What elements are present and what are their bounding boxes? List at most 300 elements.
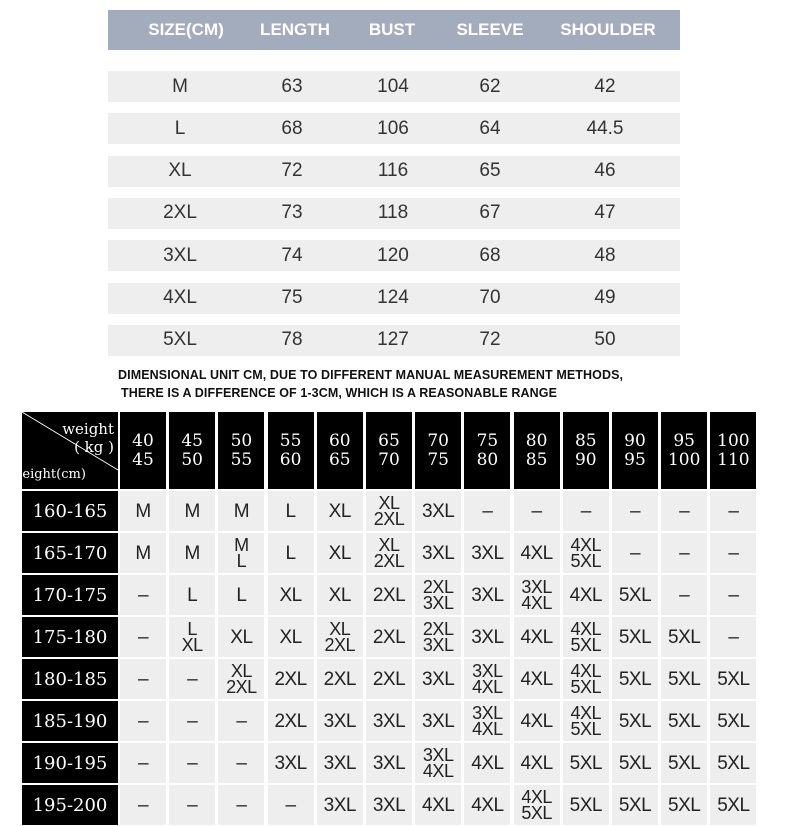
height-range-label: 195-200 [22,785,118,825]
size-value: 5XL [570,551,602,571]
size-recommendation-cell [464,491,510,531]
size-recommendation-cell [218,617,264,657]
size-value: 4XL [520,626,553,648]
size-value: 5XL [668,752,701,774]
size-value: – [728,584,739,606]
size-value: – [728,500,739,522]
size-recommendation-cell [563,491,609,531]
size-value: 5XL [618,626,652,648]
size-value: 3XL [422,542,455,564]
size-cell: 63 [281,75,303,97]
size-value: 3XL [422,593,454,613]
weight-range-max: 100 [667,449,701,470]
size-recommendation-cell [415,743,461,783]
size-recommendation-cell [415,533,461,573]
size-value: 3XL [422,710,455,732]
size-cell: 42 [594,75,616,97]
size-recommendation-cell [612,491,658,531]
height-range-label: 175-180 [22,617,118,657]
size-value: 3XL [471,626,504,648]
header-bust: BUST [368,20,416,39]
size-value: 5XL [717,752,750,774]
size-value: 4XL [472,677,503,697]
size-recommendation-cell [514,659,560,699]
size-cell: 68 [479,244,501,266]
size-cell: 65 [479,160,501,182]
size-value: 4XL [422,794,455,816]
size-recommendation-cell [661,701,707,741]
size-recommendation-cell [169,617,215,657]
size-cell: 75 [281,287,303,308]
size-recommendation-cell [612,701,658,741]
size-cell: L [174,117,186,139]
size-value: L [285,542,296,564]
size-value: 3XL [521,577,552,597]
size-recommendation-cell [563,575,609,615]
weight-range-header [514,412,560,489]
size-table-header [108,10,680,50]
size-recommendation-cell [268,575,314,615]
size-value: 2XL [372,626,406,648]
size-recommendation-cell [317,533,363,573]
size-recommendation-cell [514,743,560,783]
header-length: LENGTH [260,20,330,39]
size-value: – [236,752,247,774]
size-value: 4XL [570,619,602,639]
weight-range-min: 40 [132,430,154,451]
size-recommendation-cell [464,617,510,657]
weight-range-max: 70 [378,449,400,470]
size-value: XL [279,584,302,606]
size-value: 5XL [618,584,652,606]
size-value: – [137,584,149,606]
weight-range-max: 85 [525,449,548,470]
size-recommendation-cell [612,785,658,825]
weight-height-size-table [14,412,760,824]
size-row [108,325,680,356]
size-recommendation-cell [612,617,658,657]
size-cell: 2XL [163,202,197,224]
size-value: M [233,500,250,522]
size-value: 5XL [570,635,602,655]
weight-range-header [169,412,215,489]
weight-range-max: 45 [132,449,154,470]
size-value: – [137,626,149,648]
size-recommendation-cell [661,743,707,783]
size-cell: M [172,75,188,97]
weight-range-header [415,412,461,489]
size-value: – [679,584,690,606]
weight-range-min: 55 [279,430,302,451]
size-recommendation-cell [514,533,560,573]
size-cell: 106 [377,117,409,139]
size-row [108,156,680,187]
weight-range-min: 65 [378,430,400,451]
size-recommendation-cell [612,659,658,699]
weight-range-header [710,412,756,489]
size-value: 5XL [570,719,602,739]
size-row [108,198,680,229]
size-value: – [137,794,149,816]
size-recommendation-cell [415,575,461,615]
size-recommendation-cell [710,491,756,531]
corner-weight-label: weight [62,420,114,438]
size-cell: 3XL [163,244,197,266]
size-cell: 46 [594,160,616,182]
size-recommendation-cell [268,491,314,531]
size-value: M [184,542,200,564]
size-recommendation-cell [366,785,412,825]
weight-range-min: 50 [230,430,253,451]
size-cell: 44.5 [586,117,624,139]
size-recommendation-cell [710,575,756,615]
size-recommendation-cell [218,743,264,783]
weight-range-max: 90 [574,449,597,470]
weight-range-header [612,412,658,489]
size-recommendation-cell [514,617,560,657]
weight-range-min: 90 [624,430,646,451]
size-recommendation-cell [169,533,215,573]
size-recommendation-cell [415,785,461,825]
size-recommendation-cell [415,617,461,657]
size-recommendation-cell [710,701,756,741]
size-recommendation-cell [218,575,264,615]
corner-header [14,412,118,489]
size-cell: 127 [377,329,409,351]
size-recommendation-cell [710,743,756,783]
size-value: 4XL [521,787,552,807]
size-value: – [137,710,149,732]
size-recommendation-cell [120,785,166,825]
size-recommendation-cell [464,575,510,615]
weight-range-header [464,412,510,489]
size-value: – [679,542,690,564]
size-recommendation-cell [317,743,363,783]
size-cell: 120 [377,244,409,266]
size-value: 4XL [422,761,454,781]
size-cell: 74 [281,244,303,266]
size-recommendation-cell [218,785,264,825]
size-row [108,113,680,144]
size-value: 3XL [472,703,503,723]
size-cell: 67 [479,202,501,224]
size-cell: 5XL [163,329,197,351]
weight-range-min: 95 [673,430,695,451]
size-value: – [187,752,198,774]
size-value: – [728,542,739,564]
size-value: 4XL [472,719,503,739]
size-value: 2XL [274,668,307,690]
size-value: 3XL [274,752,307,774]
size-cell: 73 [281,202,303,224]
size-cell: 116 [377,160,409,182]
size-value: 4XL [520,542,553,564]
size-value: 4XL [471,794,504,816]
size-value: 4XL [520,752,553,774]
size-cell: 4XL [163,287,197,308]
size-recommendation-cell [169,785,215,825]
weight-range-min: 80 [525,430,548,451]
size-recommendation-cell [710,533,756,573]
measurement-note-line1: DIMENSIONAL UNIT CM, DUE TO DIFFERENT MANUAL MEASUREMENT METHODS, [118,368,624,382]
weight-range-header [563,412,609,489]
size-recommendation-cell [366,533,412,573]
size-recommendation-cell [366,491,412,531]
size-value: – [236,794,247,816]
size-row [108,240,680,271]
corner-kg-label: ( kg ) [74,438,114,456]
size-value: 2XL [372,668,406,690]
height-range-label: 190-195 [22,743,118,783]
measurement-note-line2: THERE IS A DIFFERENCE OF 1-3CM, WHICH IS A REASONABLE RANGE [121,386,558,400]
size-value: 4XL [570,661,602,681]
height-range-label: 185-190 [22,701,118,741]
size-recommendation-cell [415,701,461,741]
size-value: XL [181,635,203,655]
size-recommendation-cell [169,575,215,615]
weight-range-header [366,412,412,489]
size-recommendation-cell [464,785,510,825]
header-sleeve: SLEEVE [456,20,524,39]
size-recommendation-cell [120,575,166,615]
size-value: 5XL [618,794,652,816]
size-recommendation-cell [563,743,609,783]
size-recommendation-cell [268,701,314,741]
size-value: – [187,794,198,816]
size-value: 5XL [618,710,652,732]
size-recommendation-cell [169,701,215,741]
size-cell: 64 [479,117,501,139]
size-recommendation-cell [120,617,166,657]
size-value: 4XL [521,593,552,613]
height-range-label: 180-185 [22,659,118,699]
size-value: 5XL [569,794,602,816]
size-value: 5XL [668,794,701,816]
size-cell: 49 [594,287,616,308]
size-value: 3XL [422,635,454,655]
size-value: – [679,500,690,522]
size-value: M [234,535,249,555]
size-value: 5XL [668,626,701,648]
size-value: XL [279,626,302,648]
height-range-label: 165-170 [22,533,118,573]
weight-range-header [120,412,166,489]
size-value: – [236,710,247,732]
header-shoulder: SHOULDER [560,20,656,39]
size-value: 2XL [274,710,307,732]
size-recommendation-cell [612,743,658,783]
size-recommendation-cell [366,617,412,657]
size-value: 3XL [422,668,455,690]
size-recommendation-cell [268,659,314,699]
size-recommendation-cell [120,701,166,741]
size-cell: 104 [377,75,409,97]
size-cell: XL [168,160,192,182]
size-recommendation-cell [710,785,756,825]
size-recommendation-cell [268,785,314,825]
size-value: 3XL [372,710,406,732]
size-value: 3XL [323,710,356,732]
size-recommendation-cell [366,575,412,615]
size-recommendation-cell [317,575,363,615]
size-value: L [187,584,198,606]
size-row [108,71,680,102]
size-value: 3XL [422,500,455,522]
size-cell: 48 [594,244,616,266]
height-range-label: 170-175 [22,575,118,615]
size-recommendation-cell [120,659,166,699]
size-value: 3XL [372,752,406,774]
size-value: 5XL [521,803,552,823]
size-recommendation-cell [661,617,707,657]
size-value: L [285,500,296,522]
size-value: 4XL [520,710,553,732]
weight-range-header [661,412,707,489]
size-value: 2XL [323,668,356,690]
size-value: XL [328,584,351,606]
size-value: – [285,794,296,816]
size-recommendation-cell [514,785,560,825]
weight-range-max: 55 [230,449,253,470]
size-value: XL [378,493,400,513]
size-value: XL [328,500,351,522]
size-value: – [531,500,542,522]
size-value: 4XL [471,752,504,774]
size-value: 3XL [323,794,356,816]
size-recommendation-cell [317,659,363,699]
size-value: 5XL [717,710,750,732]
size-value: 2XL [422,577,454,597]
weight-range-max: 110 [717,449,750,470]
size-cell: 62 [479,75,501,97]
weight-range-min: 45 [181,430,203,451]
size-recommendation-cell [120,743,166,783]
size-recommendation-cell [415,659,461,699]
weight-range-header [317,412,363,489]
size-recommendation-cell [317,785,363,825]
size-recommendation-cell [218,701,264,741]
size-value: 2XL [226,677,257,697]
size-recommendation-cell [120,533,166,573]
size-value: M [135,500,151,522]
size-recommendation-cell [563,701,609,741]
weight-range-max: 95 [624,449,646,470]
weight-range-min: 70 [427,430,449,451]
size-recommendation-cell [317,701,363,741]
size-value: 3XL [323,752,356,774]
weight-range-max: 50 [181,449,203,470]
size-recommendation-cell [268,743,314,783]
size-cell: 118 [377,202,409,224]
height-range-label: 160-165 [22,491,118,531]
size-value: – [187,710,198,732]
size-value: 2XL [373,551,405,571]
size-recommendation-cell [710,659,756,699]
size-cell: 50 [594,329,616,351]
size-cell: 47 [594,202,616,224]
size-value: XL [378,535,400,555]
size-recommendation-cell [612,575,658,615]
weight-range-max: 80 [476,449,499,470]
size-recommendation-cell [268,617,314,657]
size-recommendation-cell [169,659,215,699]
size-value: L [187,619,197,639]
size-value: L [236,551,247,571]
size-recommendation-cell [218,491,264,531]
size-value: 5XL [570,677,602,697]
size-recommendation-cell [563,617,609,657]
weight-range-max: 65 [328,449,351,470]
weight-range-max: 60 [279,449,302,470]
size-cell: 78 [281,329,303,351]
size-recommendation-cell [563,533,609,573]
size-cell: 72 [281,160,303,182]
size-value: 2XL [372,584,406,606]
weight-range-header [268,412,314,489]
size-recommendation-cell [514,491,560,531]
size-recommendation-cell [710,617,756,657]
weight-range-header [218,412,264,489]
size-value: 3XL [471,584,504,606]
size-recommendation-cell [661,533,707,573]
size-value: 4XL [569,584,602,606]
size-value: M [184,500,200,522]
size-recommendation-cell [661,785,707,825]
size-value: – [629,500,641,522]
size-recommendation-cell [514,701,560,741]
size-value: 2XL [422,619,454,639]
size-value: L [236,584,247,606]
size-value: – [482,500,493,522]
size-value: M [135,542,151,564]
size-recommendation-cell [464,743,510,783]
size-value: – [137,752,149,774]
size-recommendation-cell [317,491,363,531]
size-value: 4XL [570,703,602,723]
size-recommendation-cell [661,491,707,531]
size-recommendation-cell [563,785,609,825]
size-recommendation-cell [661,659,707,699]
size-value: XL [328,542,351,564]
size-recommendation-cell [366,701,412,741]
size-value: XL [329,619,351,639]
size-value: – [728,626,739,648]
size-recommendation-cell [169,743,215,783]
size-cell: 68 [281,117,303,139]
size-value: 5XL [668,710,701,732]
size-value: XL [230,661,252,681]
size-value: 3XL [471,542,504,564]
size-value: 2XL [324,635,356,655]
size-value: 5XL [569,752,602,774]
weight-range-min: 75 [476,430,499,451]
size-cell: 72 [479,329,501,351]
size-value: 5XL [618,668,652,690]
size-value: 5XL [717,794,750,816]
size-recommendation-cell [464,533,510,573]
size-recommendation-cell [661,575,707,615]
size-recommendation-cell [120,491,166,531]
size-value: 4XL [520,668,553,690]
weight-range-min: 85 [574,430,597,451]
size-recommendation-cell [218,533,264,573]
size-recommendation-cell [415,491,461,531]
corner-height-label: height(cm) [14,467,86,482]
size-value: 3XL [472,661,503,681]
size-value: 5XL [618,752,652,774]
size-value: XL [230,626,253,648]
weight-range-min: 60 [328,430,351,451]
